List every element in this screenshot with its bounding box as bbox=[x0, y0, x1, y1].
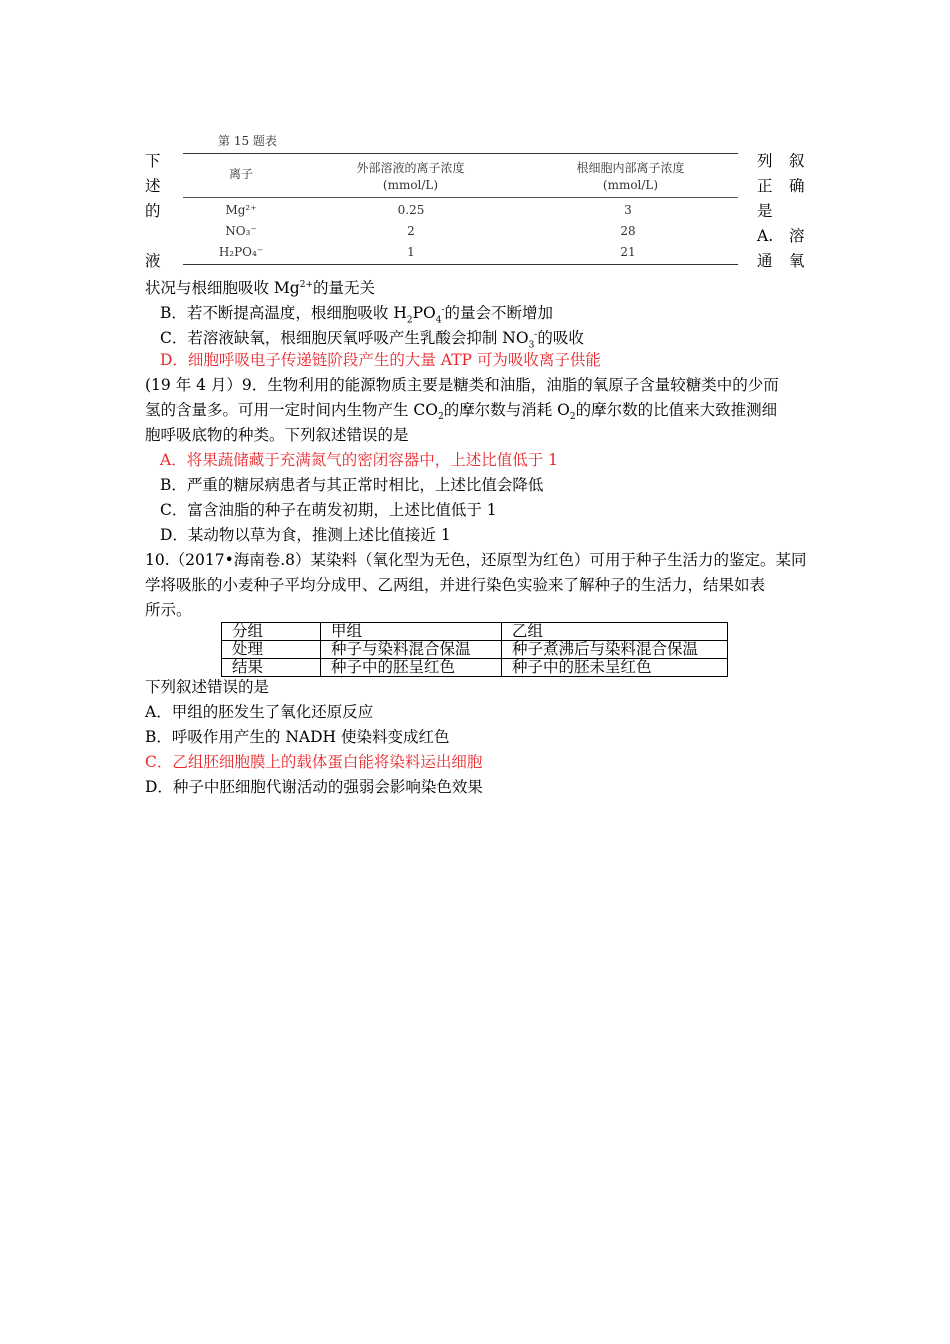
ion-concentration-table bbox=[183, 153, 738, 265]
table-row bbox=[222, 641, 728, 659]
q9-option-a-answer: A．将果蔬储藏于充满氮气的密闭容器中，上述比值低于 1 bbox=[160, 451, 558, 469]
q10-stem-line2: 学将吸胀的小麦种子平均分成甲、乙两组，并进行染色实验来了解种子的生活力，结果如表 bbox=[145, 576, 766, 594]
table-cell: 种子中的胚未呈红色 bbox=[502, 659, 728, 677]
wrap-char: 列 bbox=[757, 152, 773, 170]
q9-stem-line3: 胞呼吸底物的种类。下列叙述错误的是 bbox=[145, 426, 409, 444]
q10-stem-line1: 10.（2017•海南卷.8）某染料（氧化型为无色，还原型为红色）可用于种子生活力的鉴定。某同 bbox=[145, 551, 807, 569]
wrap-char: 正 bbox=[757, 177, 773, 195]
inside-value: 21 bbox=[620, 245, 636, 259]
table-header-rule bbox=[183, 197, 738, 198]
wrap-char: 确 bbox=[789, 177, 805, 195]
q10-option-c-answer: C．乙组胚细胞膜上的载体蛋白能将染料运出细胞 bbox=[145, 753, 483, 771]
ion-name: H₂PO₄⁻ bbox=[218, 245, 264, 259]
q15-option-b: B．若不断提高温度，根细胞吸收 $H_2PO_4^-$的量会不断增加 bbox=[160, 304, 554, 326]
q9-stem-line1: (19 年 4 月）9．生物利用的能源物质主要是糖类和油脂，油脂的氧原子含量较糖类中的少而 bbox=[145, 376, 779, 394]
header-outside-unit: (mmol/L) bbox=[382, 178, 439, 192]
inside-value: 28 bbox=[620, 224, 636, 238]
q10-question: 下列叙述错误的是 bbox=[145, 678, 270, 696]
wrap-char: 氧 bbox=[789, 252, 805, 270]
ion-name: Mg²⁺ bbox=[225, 203, 257, 217]
q9-stem-line2: 氢的含量多。可用一定时间内生物产生 $CO_2$的摩尔数与消耗 $O_2$的摩尔数的比值来大致推测细 bbox=[145, 401, 778, 423]
outside-value: 1 bbox=[407, 245, 415, 259]
wrap-char: A. bbox=[757, 227, 774, 245]
header-inside-unit: (mmol/L) bbox=[602, 178, 659, 192]
wrap-char: 述 bbox=[145, 177, 161, 195]
figure-caption: 第 15 题表 bbox=[218, 134, 277, 148]
q10-stem-line3: 所示。 bbox=[145, 601, 192, 619]
wrap-char: 下 bbox=[145, 152, 161, 170]
q10-option-d: D．种子中胚细胞代谢活动的强弱会影响染色效果 bbox=[145, 778, 483, 796]
q15-option-a-cont: 状况与根细胞吸收 $Mg^{2+}$的量无关 bbox=[145, 279, 376, 298]
inside-value: 3 bbox=[624, 203, 632, 217]
table-cell: 结果 bbox=[222, 659, 321, 677]
table-cell: 乙组 bbox=[502, 623, 728, 641]
table-cell: 种子与染料混合保温 bbox=[321, 641, 502, 659]
wrap-char: 叙 bbox=[789, 152, 805, 170]
table-cell: 种子中的胚呈红色 bbox=[321, 659, 502, 677]
table-row bbox=[222, 659, 728, 677]
staining-results-table bbox=[221, 622, 728, 677]
q10-option-b: B．呼吸作用产生的 NADH 使染料变成红色 bbox=[145, 728, 450, 746]
header-outside: 外部溶液的离子浓度 bbox=[356, 161, 465, 175]
q9-option-c: C．富含油脂的种子在萌发初期，上述比值低于 1 bbox=[160, 501, 497, 519]
wrap-char: 溶 bbox=[789, 227, 805, 245]
table-cell: 种子煮沸后与染料混合保温 bbox=[502, 641, 728, 659]
wrap-char: 通 bbox=[757, 252, 773, 270]
wrap-char: 是 bbox=[757, 202, 773, 220]
table-cell: 分组 bbox=[222, 623, 321, 641]
outside-value: 2 bbox=[407, 224, 415, 238]
wrap-char: 的 bbox=[145, 202, 161, 220]
table-cell: 处理 bbox=[222, 641, 321, 659]
outside-value: 0.25 bbox=[397, 203, 425, 217]
q9-option-b: B．严重的糖尿病患者与其正常时相比，上述比值会降低 bbox=[160, 476, 544, 494]
q15-option-c: C．若溶液缺氧，根细胞厌氧呼吸产生乳酸会抑制 $NO_3^-$的吸收 bbox=[160, 329, 584, 351]
q15-option-d-answer: D．细胞呼吸电子传递链阶段产生的大量 ATP 可为吸收离子供能 bbox=[160, 351, 601, 369]
table-row bbox=[222, 623, 728, 641]
table-cell: 甲组 bbox=[321, 623, 502, 641]
q9-option-d: D．某动物以草为食，推测上述比值接近 1 bbox=[160, 526, 451, 544]
header-ion: 离子 bbox=[228, 167, 253, 181]
wrap-char: 液 bbox=[145, 252, 161, 270]
header-inside: 根细胞内部离子浓度 bbox=[576, 161, 685, 175]
q10-option-a: A．甲组的胚发生了氧化还原反应 bbox=[145, 703, 374, 721]
ion-name: NO₃⁻ bbox=[225, 224, 257, 238]
